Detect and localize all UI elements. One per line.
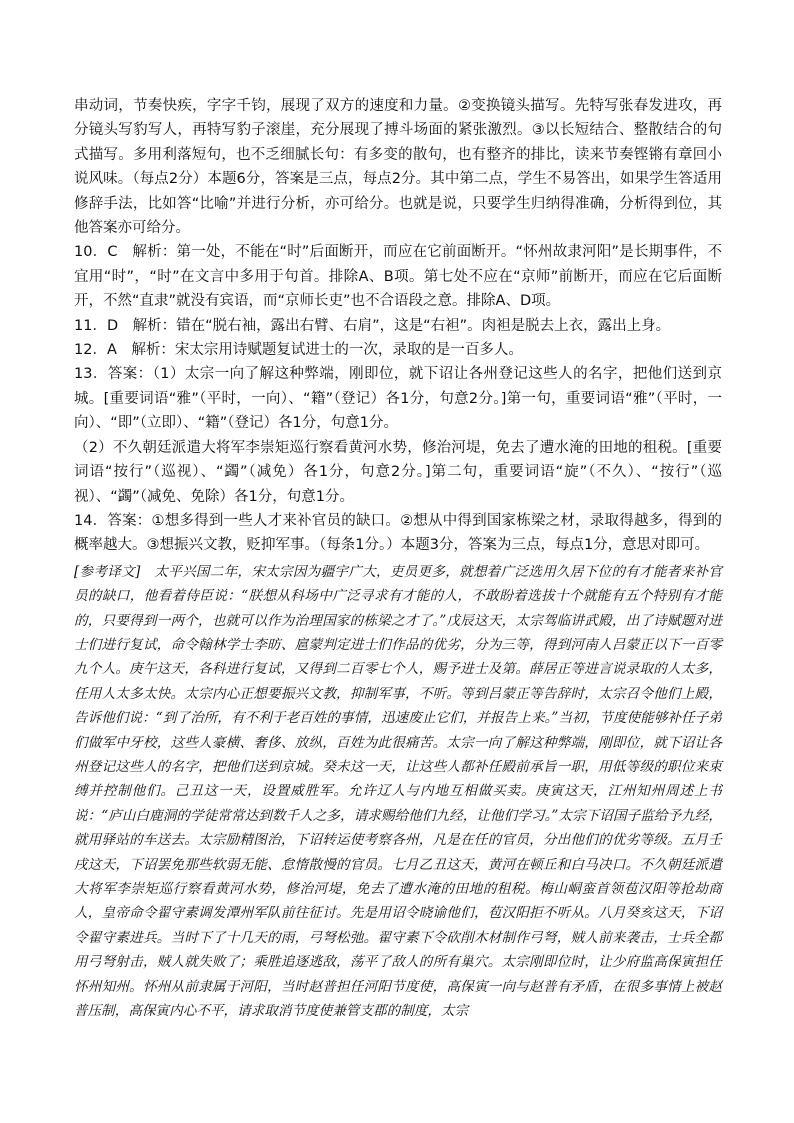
q14-answer: 14．答案：①想多得到一些人才来补官员的缺口。②想从中得到国家栋梁之材，录取得越多，得到的概率越大。③想振兴文教，贬抑军事。（每条1分。）本题3分，答案为三点，每点1分，意思对即可。 xyxy=(74,512,722,554)
reference-translation xyxy=(74,560,722,1024)
q11-answer: 11．D 解析：错在“脱右袖，露出右臂、右肩”，这是“右袒”。肉袒是脱去上衣，露出上身。 xyxy=(74,317,671,334)
answer-key-content xyxy=(74,94,722,1023)
q9-answer-continued: 串动词，节奏快疾，字字千钧，展现了双方的速度和力量。②变换镜头描写。先特写张春发进攻，再分镜头写豹写人，再特写豹子滚崖，充分展现了搏斗场面的紧张激烈。③以长短结合、整散结合的句式描写。多用利落短句，也不乏细腻长句：有多变的散句，也有整齐的排比，读来节奏铿锵有章回小说风味。（每点2分）本题6分，答案是三点，每点2分。其中第二点，学生不易答出，如果学生答适用修辞手法，比如答“比喻”并进行分析，亦可给分。也就是说，只要学生归纳得准确，分析得到位，其他答案亦可给分。 xyxy=(74,98,722,237)
q13-answer-part2: （2）不久朝廷派遣大将军李崇矩巡行察看黄河水势，修治河堤，免去了遭水淹的田地的租税。[重要词语“按行”（巡视）、“蠲”（减免）各1分，句意2分。]第二句，重要词语“旋”（不久）、“按行”（巡视）、“蠲”（减免、免除）各1分，句意1分。 xyxy=(74,439,722,505)
translation-text: [参考译文] 太平兴国二年，宋太宗因为疆宇广大，吏员更多，就想着广泛选用久居下位的有才能者来补官员的缺口，他看着侍臣说：“朕想从科场中广泛寻求有才能的人，不敢盼着选拔十个就能有五个特别有才能的，只要得到一两个，也就可以作为治理国家的栋梁之才了。”戊辰这天，太宗驾临讲武殿，出了诗赋题对进士们进行复试，命令翰林学士李昉、扈蒙判定进士们作品的优劣，分为三等，得到河南人吕蒙正以下一百零九个人。庚午这天，各科进行复试，又得到二百零七个人，赐予进士及第。薛居正等进言说录取的人太多，任用人太多太快。太宗内心正想要振兴文教，抑制军事，不听。等到吕蒙正等告辞时，太宗召令他们上殿，告诉他们说：“到了治所，有不利于老百姓的事情，迅速废止它们，并报告上来。”当初，节度使能够补任子弟们做军中牙校，这些人豪横、奢侈、放纵，百姓为此很痛苦。太宗一向了解这种弊端，刚即位，就下诏让各州登记这些人的名字，把他们送到京城。癸未这一天，让这些人都补任殿前承旨一职，用低等级的职位来束缚并控制他们。己丑这一天，设置威胜军。允许辽人与内地互相做买卖。庚寅这天，江州知州周述上书说：“庐山白鹿洞的学徒常常达到数千人之多，请求赐给他们九经，让他们学习。”太宗下诏国子监给予九经，就用驿站的车送去。太宗励精图治，下诏转运使考察各州，凡是在任的官员，分出他们的优劣等级。五月壬戌这天，下诏罢免那些软弱无能、怠惰散慢的官员。七月乙丑这天，黄河在顿丘和白马决口。不久朝廷派遣大将军李崇矩巡行察看黄河水势，修治河堤，免去了遭水淹的田地的租税。梅山峒蛮首领苞汉阳等抢劫商人，皇帝命令翟守素调发潭州军队前往征讨。先是用诏令晓谕他们，苞汉阳拒不听从。八月癸亥这天，下诏令翟守素进兵。当时下了十几天的雨，弓弩松弛。翟守素下令砍削木材制作弓弩，贼人前来袭击，士兵全都用弓弩射击，贼人就失败了；乘胜追逐逃敌，荡平了敌人的所有巢穴。太宗刚即位时，让少府监高保寅担任怀州知州。怀州从前隶属于河阳，当时赵普担任河阳节度使，高保寅一向与赵普有矛盾，在很多事情上被赵普压制，高保寅内心不平，请求取消节度使兼管支郡的制度，太宗 xyxy=(74,563,722,1020)
answer-section xyxy=(74,94,722,558)
q13-answer-part1: 13．答案：（1）太宗一向了解这种弊端，刚即位，就下诏让各州登记这些人的名字，把他们送到京城。[重要词语“雅”（平时，一向）、“籍”（登记）各1分，句意2分。]第一句，重要词语“雅”（平时，一向）、“即”（立即）、“籍”（登记）各1分，句意1分。 xyxy=(74,366,722,432)
q10-answer: 10．C 解析：第一处，不能在“时”后面断开，而应在它前面断开。“怀州故隶河阳”是长期事件，不宜用“时”，“时”在文言中多用于句首。排除A、B项。第七处不应在“京师”前断开，而应在它后面断开，不然“直隶”就没有宾语，而“京师长吏”也不合语段之意。排除A、D项。 xyxy=(74,244,722,310)
q12-answer: 12．A 解析：宋太宗用诗赋题复试进士的一次，录取的是一百多人。 xyxy=(74,342,523,359)
